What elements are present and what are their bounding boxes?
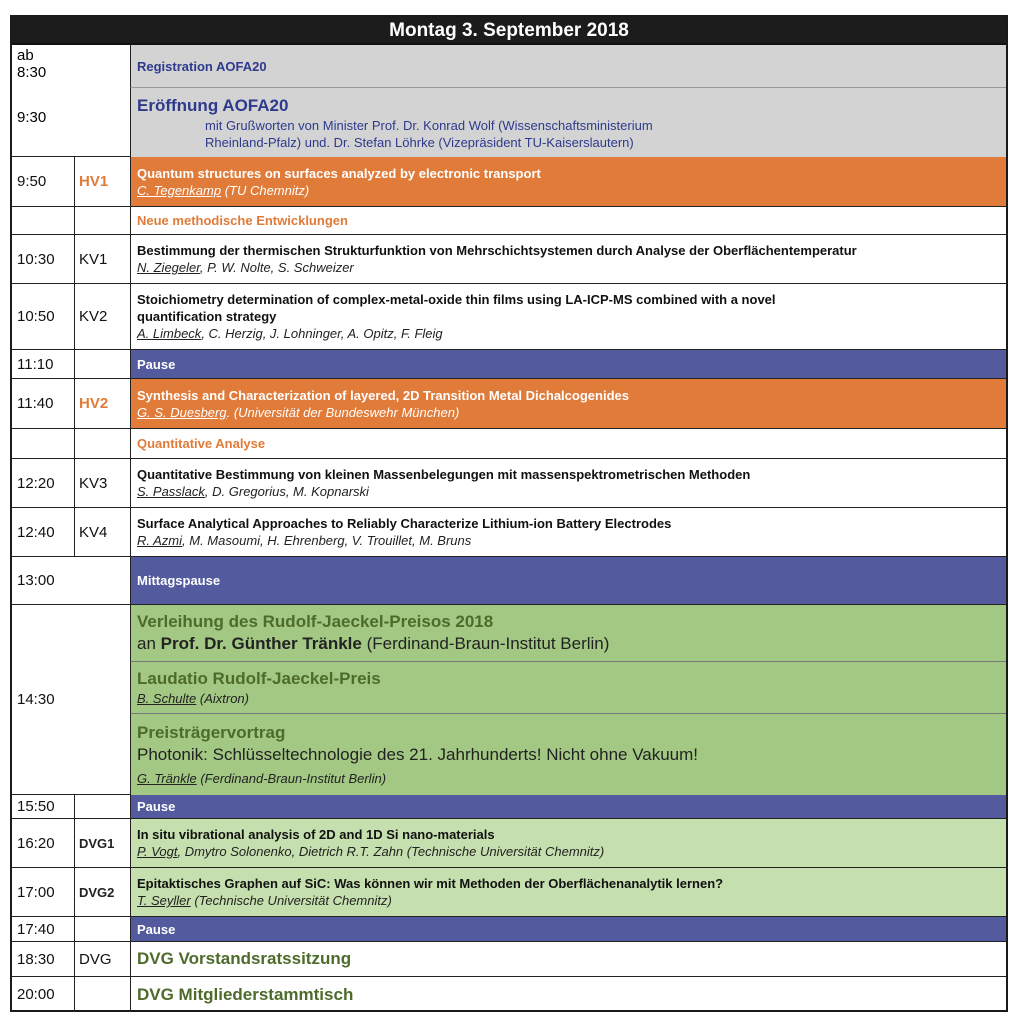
speaker: T. Seyller	[137, 893, 191, 908]
award-cell	[130, 605, 1006, 662]
talk-title-line1: Stoichiometry determination of complex-metal-oxide thin films using LA-ICP-MS combined with a novel	[137, 292, 776, 307]
talk-cell	[130, 819, 1006, 867]
time: 13:00	[17, 572, 55, 589]
pause-cell	[130, 795, 1006, 818]
lunch-text: Mittagspause	[137, 573, 221, 588]
talk-row-kv2	[12, 284, 1006, 350]
board-row	[12, 942, 1006, 977]
speaker: G. Tränkle	[137, 771, 197, 786]
talk-authors	[137, 483, 1000, 500]
speaker: B. Schulte	[137, 691, 197, 706]
affiliation: (Ferdinand-Braun-Institut Berlin)	[196, 771, 387, 786]
talk-row-dvg2	[12, 868, 1006, 917]
schedule-table	[10, 15, 1008, 1012]
talk-title: Synthesis and Characterization of layered, 2D Transition Metal Dichalcogenides	[137, 387, 629, 403]
pause-cell	[130, 350, 1006, 378]
registration-text: Registration AOFA20	[137, 58, 267, 74]
code: KV2	[74, 284, 130, 349]
talk-title-line2: quantification strategy	[137, 309, 277, 324]
talk-cell	[130, 284, 1006, 349]
talk-row-kv4	[12, 508, 1006, 557]
laudatio-title: Laudatio Rudolf-Jaeckel-Preis	[137, 669, 381, 688]
pause-text: Pause	[137, 921, 176, 937]
code: KV1	[74, 235, 130, 283]
section-heading: Neue methodische Entwicklungen	[137, 213, 348, 228]
opening-block	[12, 45, 1006, 157]
talk-row-kv1	[12, 235, 1006, 284]
talk-row-hv2	[12, 379, 1006, 429]
coauthors: , C. Herzig, J. Lohninger, A. Opitz, F. Fleig	[201, 326, 443, 341]
pause-row-2	[12, 795, 1006, 819]
time: 20:00	[17, 986, 55, 1003]
pause-row-3	[12, 917, 1006, 942]
code: DVG2	[74, 868, 130, 916]
time: 12:20	[17, 474, 55, 492]
time: 9:50	[17, 173, 47, 190]
code: HV1	[74, 157, 130, 206]
section-row-2	[12, 429, 1006, 459]
talk-cell	[130, 235, 1006, 283]
speaker: R. Azmi	[137, 533, 183, 548]
coauthors: , M. Masoumi, H. Ehrenberg, V. Trouillet, M. Bruns	[182, 533, 472, 548]
talk-title: Surface Analytical Approaches to Reliably Characterize Lithium-ion Battery Electrodes	[137, 516, 672, 531]
speaker: C. Tegenkamp	[137, 182, 222, 198]
talk-authors	[137, 325, 1000, 342]
time: 10:50	[17, 308, 55, 325]
code-empty	[74, 350, 130, 378]
talk-cell	[130, 868, 1006, 916]
talk-cell	[130, 157, 1006, 206]
award-block	[12, 605, 1006, 795]
opening-line1: mit Grußworten von Minister Prof. Dr. Konrad Wolf (Wissenschaftsministerium	[205, 117, 653, 133]
talk-title: Bestimmung der thermischen Strukturfunktion von Mehrschichtsystemen durch Analyse der Oberflächentemperatur	[137, 243, 857, 258]
time: 17:40	[17, 920, 55, 938]
talk-authors	[137, 892, 1000, 909]
prize-lecture-cell	[130, 714, 1006, 795]
talk-authors	[137, 532, 1000, 549]
affiliation: (Aixtron)	[196, 691, 249, 706]
speaker: P. Vogt	[137, 844, 178, 859]
talk-row-hv1	[12, 157, 1006, 207]
speaker: N. Ziegeler	[137, 260, 200, 275]
code-empty	[74, 917, 130, 941]
talk-row-dvg1	[12, 819, 1006, 868]
talk-authors	[137, 843, 1000, 860]
lunch-row	[12, 557, 1006, 605]
opening-title: Eröffnung AOFA20	[137, 95, 289, 115]
prize-lecture-title: Preisträgervortrag	[137, 723, 286, 742]
time: 14:30	[17, 691, 55, 708]
code: KV4	[74, 508, 130, 556]
coauthors: , D. Gregorius, M. Kopnarski	[204, 484, 369, 499]
pause-text: Pause	[137, 799, 176, 814]
talk-cell	[130, 379, 1006, 428]
recipient-affil: (Ferdinand-Braun-Institut Berlin)	[361, 634, 610, 653]
opening-cell	[130, 88, 1006, 157]
affiliation: (Technische Universität Chemnitz)	[190, 893, 392, 908]
registration-time: ab 8:30	[17, 47, 47, 81]
code: DVG1	[74, 819, 130, 867]
pause-cell	[130, 917, 1006, 941]
talk-row-kv3	[12, 459, 1006, 508]
laudatio-cell	[130, 662, 1006, 714]
members-row	[12, 977, 1006, 1012]
time: 11:40	[17, 395, 54, 412]
prize-lecture-subtitle: Photonik: Schlüsseltechnologie des 21. Jahrhunderts! Nicht ohne Vakuum!	[137, 745, 699, 764]
speaker: G. S. Duesberg	[137, 404, 227, 420]
talk-cell	[130, 459, 1006, 507]
time-empty	[12, 429, 74, 458]
time: 11:10	[17, 355, 54, 373]
talk-title: Epitaktisches Graphen auf SiC: Was können wir mit Methoden der Oberflächenanalytik lernen?	[137, 876, 724, 891]
code-empty	[74, 429, 130, 458]
talk-authors	[137, 404, 1000, 421]
section-heading: Quantitative Analyse	[137, 436, 266, 451]
code: KV3	[74, 459, 130, 507]
code: DVG	[74, 942, 130, 976]
talk-authors	[137, 259, 1000, 276]
award-recipient	[137, 633, 1000, 655]
prefix: an	[137, 634, 161, 653]
code-empty	[74, 795, 130, 818]
laudatio-authors	[137, 690, 1000, 707]
code: HV2	[74, 379, 130, 428]
time-empty	[12, 207, 74, 234]
members-cell	[130, 977, 1006, 1012]
board-title: DVG Vorstandsratssitzung	[137, 949, 352, 968]
affiliation: (TU Chemnitz)	[221, 182, 310, 198]
time: 10:30	[17, 250, 55, 268]
speaker: S. Passlack	[137, 484, 205, 499]
talk-title: Quantum structures on surfaces analyzed by electronic transport	[137, 165, 541, 181]
code-empty	[74, 977, 130, 1012]
time: 16:20	[17, 834, 55, 852]
pause-row-1	[12, 350, 1006, 379]
section-cell	[130, 429, 1006, 458]
coauthors: , Dmytro Solonenko, Dietrich R.T. Zahn (Technische Universität Chemnitz)	[177, 844, 605, 859]
registration-cell	[130, 45, 1006, 88]
time: 12:40	[17, 523, 55, 541]
coauthors: , P. W. Nolte, S. Schweizer	[199, 260, 354, 275]
section-row-1	[12, 207, 1006, 235]
talk-cell	[130, 508, 1006, 556]
code-empty	[74, 207, 130, 234]
time: 17:00	[17, 883, 55, 901]
award-title: Verleihung des Rudolf-Jaeckel-Preisos 2018	[137, 612, 494, 631]
pause-text: Pause	[137, 356, 176, 372]
board-cell	[130, 942, 1006, 976]
opening-line2: Rheinland-Pfalz) und. Dr. Stefan Löhrke (Vizepräsident TU-Kaiserslautern)	[205, 134, 634, 150]
day-title: Montag 3. September 2018	[12, 17, 1006, 45]
talk-title: In situ vibrational analysis of 2D and 1D Si nano-materials	[137, 827, 495, 842]
speaker: A. Limbeck	[137, 326, 202, 341]
talk-title: Quantitative Bestimmung von kleinen Massenbelegungen mit massenspektrometrischen Methoden	[137, 467, 751, 482]
time: 15:50	[17, 798, 55, 815]
section-cell	[130, 207, 1006, 234]
affiliation: . (Universität der Bundeswehr München)	[226, 404, 460, 420]
time: 18:30	[17, 950, 55, 968]
recipient-name: Prof. Dr. Günther Tränkle	[160, 634, 362, 653]
members-title: DVG Mitgliederstammtisch	[137, 984, 354, 1004]
opening-time: 9:30	[17, 109, 47, 126]
prize-lecture-authors	[137, 770, 1000, 787]
lunch-cell	[130, 557, 1006, 604]
talk-authors	[137, 182, 1000, 199]
